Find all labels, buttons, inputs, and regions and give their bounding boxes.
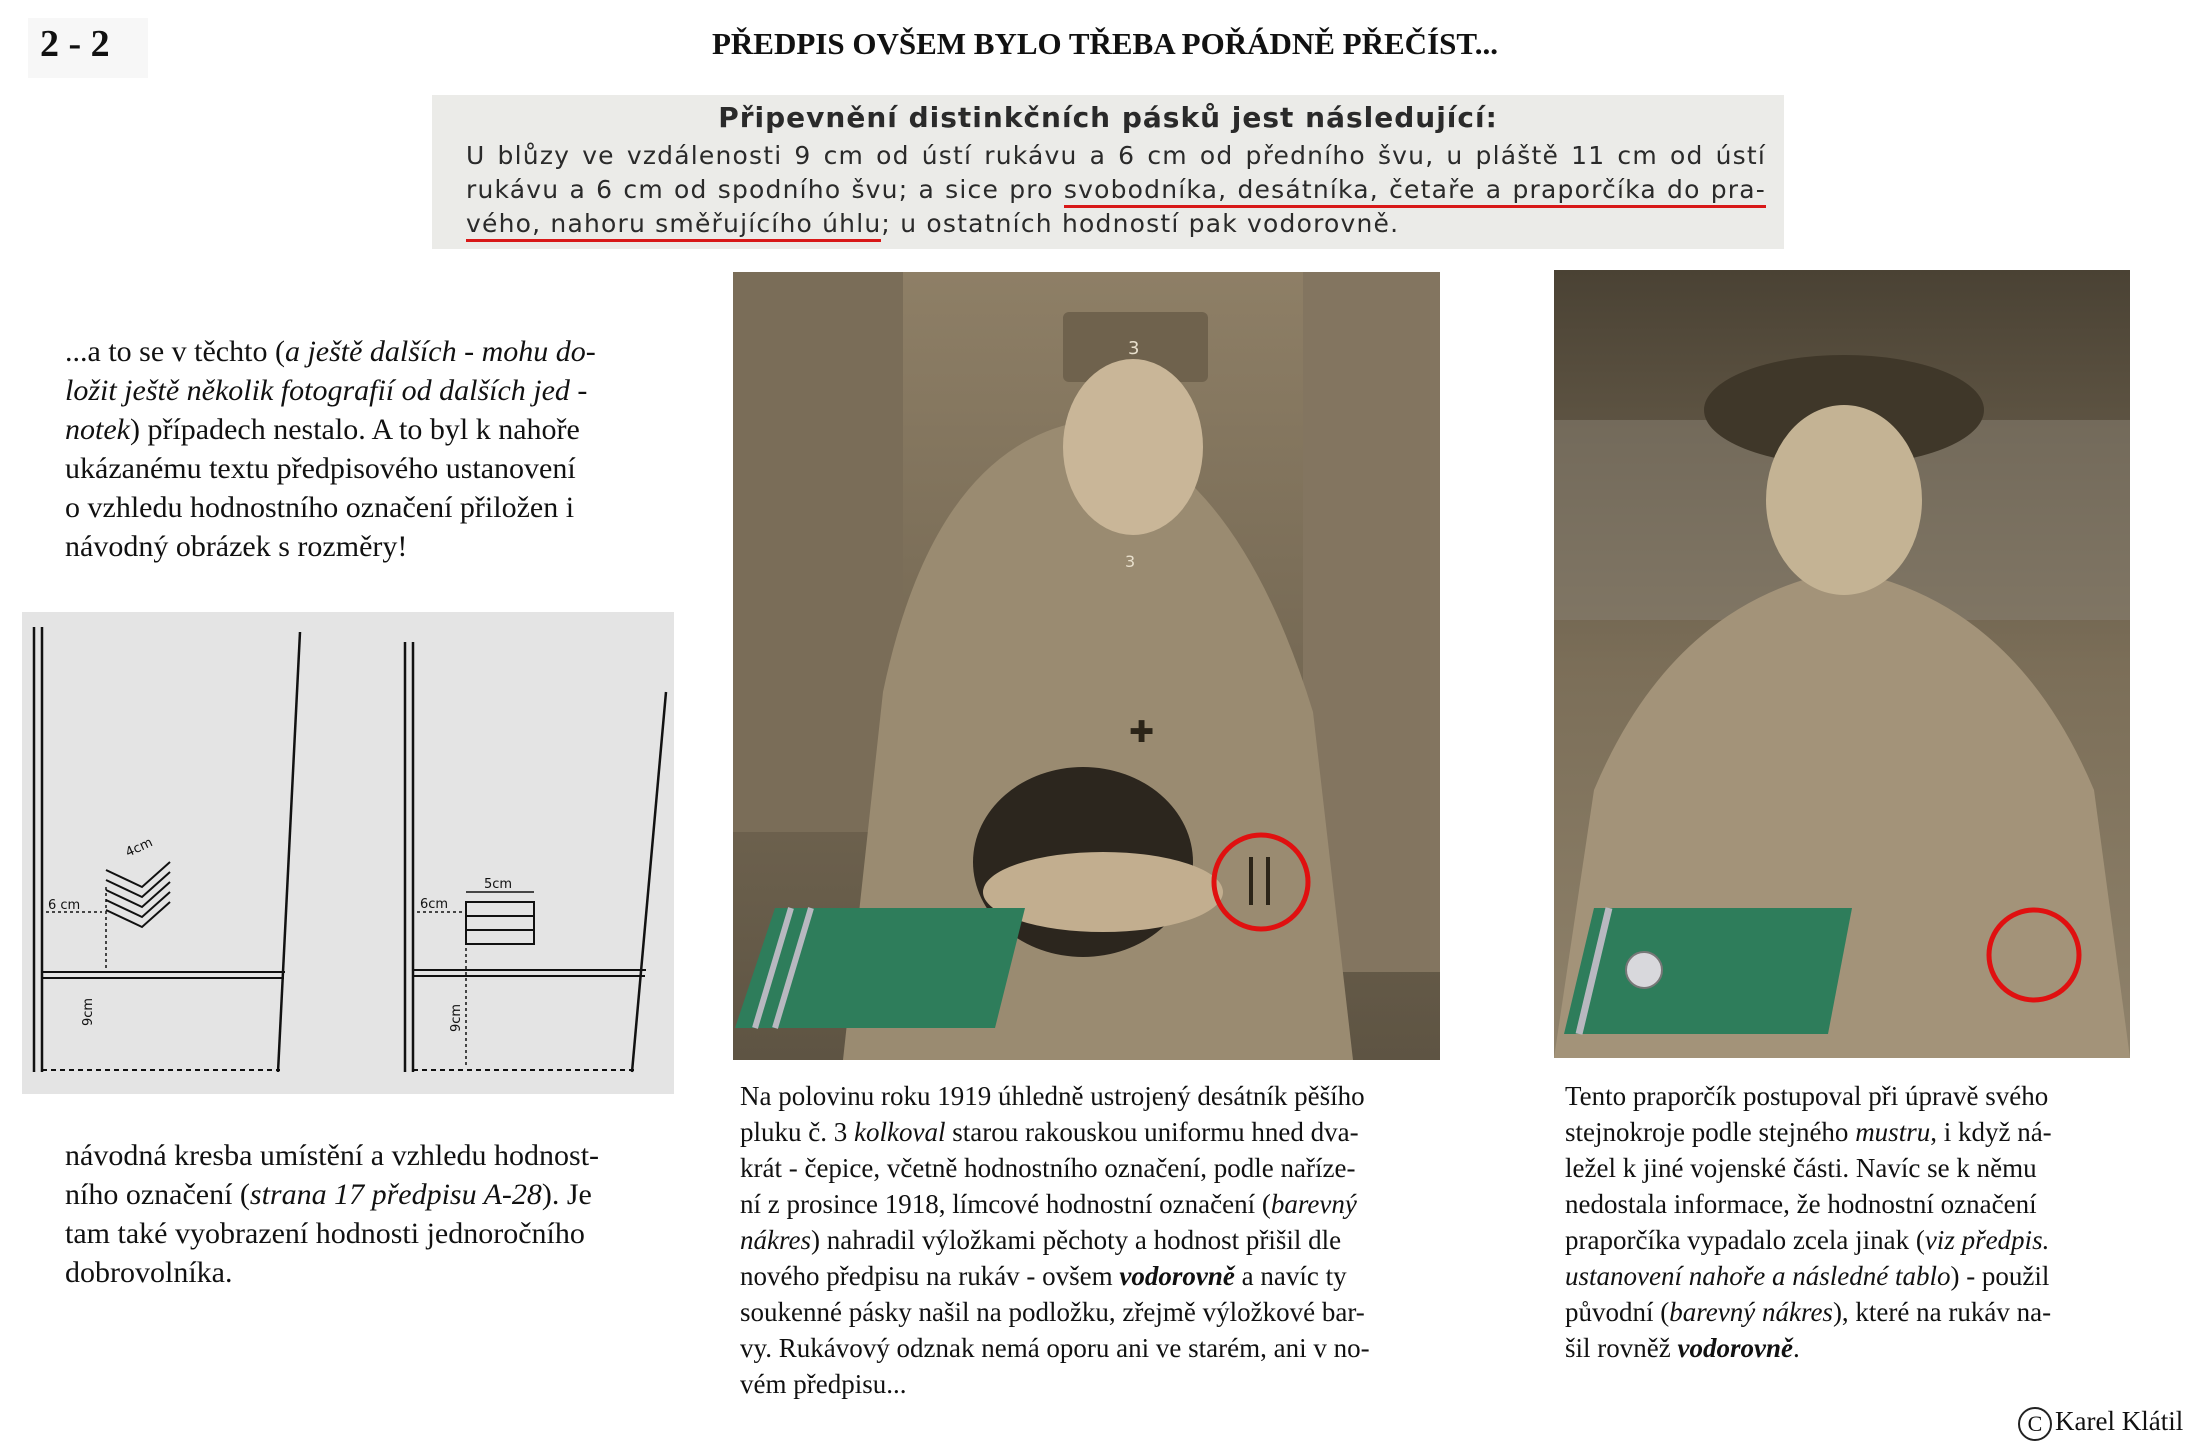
caption-text-3: tam také vyobrazení hodnosti jednoročního — [65, 1217, 585, 1250]
ensign-photo-svg — [1554, 270, 2130, 1058]
intro-text-3a: notek — [65, 413, 130, 446]
copyright-icon: C — [2018, 1407, 2052, 1441]
p1-text-9: vém předpisu... — [740, 1369, 907, 1399]
p2-text-2b: mustru — [1855, 1117, 1931, 1147]
caption-text-2c: ). Je — [541, 1178, 592, 1211]
p2-text-6b: ) - použil — [1950, 1261, 2050, 1291]
regulation-line-2-start: rukávu a 6 cm od spodního švu; a sice pro — [466, 175, 1054, 204]
cap-number: 3 — [1128, 338, 1140, 359]
p1-text-6c: a navíc ty — [1234, 1261, 1347, 1291]
intro-text-4: ukázanému textu předpisového ustanovení — [65, 452, 576, 485]
caption-text-1: návodná kresba umístění a vzhledu hodnost- — [65, 1139, 600, 1172]
sleeve-right-right-edge — [632, 692, 666, 1072]
sleeve-left-right-edge — [278, 632, 300, 1072]
page-number: 2 - 2 — [40, 23, 110, 65]
label-9cm-right: 9cm — [449, 1003, 464, 1032]
label-6cm-left: 6 cm — [48, 898, 81, 913]
regulation-line-3-end: ; u ostatních hodností pak vodorovně. — [881, 209, 1400, 238]
p2-text-7c: ), které na rukáv na- — [1832, 1297, 2052, 1327]
regulation-line-2 — [466, 175, 1766, 204]
corporal-collar-patch-overlay — [735, 908, 1025, 1028]
page-label-box — [28, 18, 148, 78]
p1-text-4a: ní z prosince 1918, límcové hodnostní označení ( — [740, 1189, 1271, 1219]
p2-text-4: nedostala informace, že hodnostní označení — [1565, 1189, 2037, 1219]
intro-text-2: ložit ještě několik fotografií od dalších jed - — [65, 374, 588, 407]
p1-text-6a: nového předpisu na rukáv - ovšem — [740, 1261, 1120, 1291]
p1-text-6b: vodorovně — [1119, 1261, 1235, 1291]
label-9cm-left: 9cm — [81, 997, 96, 1026]
intro-text-5: o vzhledu hodnostního označení přiložen i — [65, 491, 575, 524]
corporal-photo — [733, 272, 1440, 1060]
ensign-photo — [1554, 270, 2130, 1058]
p1-text-7: soukenné pásky našil na podložku, zřejmě výložkové bar- — [740, 1297, 1365, 1327]
ensign-description — [1565, 1078, 2165, 1366]
copyright-notice — [2018, 1406, 2183, 1441]
collar-number: 3 — [1125, 552, 1136, 571]
label-4cm: 4cm — [123, 835, 156, 861]
p1-text-1: Na polovinu roku 1919 úhledně ustrojený desátník pěšího — [740, 1081, 1365, 1111]
label-5cm: 5cm — [484, 877, 513, 892]
regulation-line-3 — [466, 209, 1766, 238]
regulation-underlined-ranks: svobodníka, desátníka, četaře a praporčíka do pra- — [1064, 175, 1766, 208]
regulation-scan — [432, 95, 1784, 249]
p2-text-6a: ustanovení nahoře a následné tablo — [1565, 1261, 1951, 1291]
caption-text-4: dobrovolníka. — [65, 1256, 233, 1289]
p2-text-2a: stejnokroje podle stejného — [1565, 1117, 1856, 1147]
caption-text-2a: ního označení ( — [65, 1178, 250, 1211]
p1-text-5b: ) nahradil výložkami pěchoty a hodnost přišil dle — [810, 1225, 1342, 1255]
corporal-photo-svg — [733, 272, 1440, 1060]
p2-text-2c: , i když ná- — [1930, 1117, 2052, 1147]
intro-text-1a: ...a to se v těchto ( — [65, 335, 285, 368]
p1-text-4b: barevný — [1270, 1189, 1357, 1219]
horizontal-bars-insignia — [466, 902, 534, 944]
sleeve-diagram-svg — [22, 612, 674, 1094]
p1-text-3: krát - čepice, včetně hodnostního označení, podle naříze- — [740, 1153, 1356, 1183]
p1-text-2c: starou rakouskou uniformu hned dva- — [945, 1117, 1359, 1147]
p2-text-1: Tento praporčík postupoval při úpravě svého — [1565, 1081, 2049, 1111]
p2-text-7b: barevný nákres — [1669, 1297, 1833, 1327]
regulation-line-1: U blůzy ve vzdálenosti 9 cm od ústí rukávu a 6 cm od předního švu, u pláště 11 cm od ústí — [466, 141, 1766, 170]
regulation-underlined-angle: vého, nahoru směřujícího úhlu — [466, 209, 881, 242]
sleeve-badge-cross: ✚ — [1129, 715, 1155, 750]
p2-text-3: ležel k jiné vojenské části. Navíc se k němu — [1565, 1153, 2037, 1183]
p2-text-8b: vodorovně — [1677, 1333, 1793, 1363]
author-name: Karel Klátil — [2055, 1406, 2184, 1436]
ensign-collar-patch-overlay — [1564, 908, 1852, 1034]
p2-text-5b: viz předpis. — [1924, 1225, 2050, 1255]
p1-text-5a: nákres — [740, 1225, 811, 1255]
p1-text-2a: pluku č. 3 — [740, 1117, 854, 1147]
ensign-face — [1766, 405, 1922, 595]
drawing-caption — [65, 1136, 705, 1292]
p2-text-8a: šil rovněž — [1565, 1333, 1678, 1363]
corporal-description — [740, 1078, 1460, 1402]
intro-text-6: návodný obrázek s rozměry! — [65, 530, 408, 563]
regulation-heading: Připevnění distinkčních pásků jest následující: — [718, 101, 1498, 134]
label-6cm-right: 6cm — [420, 897, 449, 912]
intro-text-1b: a ještě dalších - mohu do- — [284, 335, 596, 368]
caption-text-2b: strana 17 předpisu A-28 — [249, 1178, 542, 1211]
p2-text-5a: praporčíka vypadalo zcela jinak ( — [1565, 1225, 1925, 1255]
intro-paragraph — [65, 332, 665, 566]
chevron-insignia — [106, 862, 170, 927]
p2-text-8c: . — [1792, 1333, 1800, 1363]
corporal-face — [1063, 359, 1203, 535]
sleeve-diagram — [22, 612, 674, 1094]
p1-text-2b: kolkoval — [854, 1117, 946, 1147]
intro-text-3b: ) případech nestalo. A to byl k nahoře — [129, 413, 580, 446]
p2-text-7a: původní ( — [1565, 1297, 1670, 1327]
p1-text-8: vy. Rukávový odznak nemá oporu ani ve starém, ani v no- — [740, 1333, 1370, 1363]
page-title: PŘEDPIS OVŠEM BYLO TŘEBA POŘÁDNĚ PŘEČÍST... — [711, 26, 1499, 61]
